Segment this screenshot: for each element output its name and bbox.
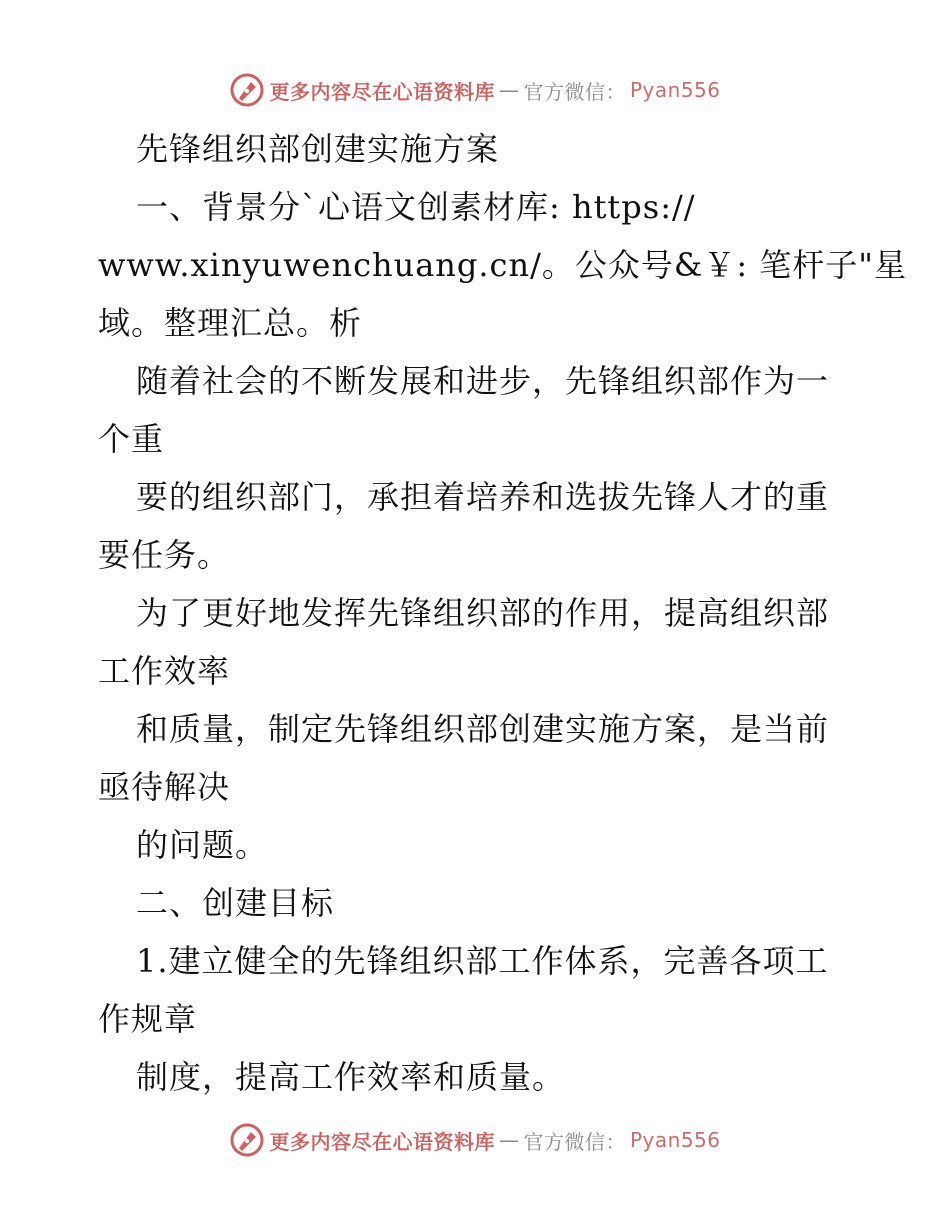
- doc-line: 一、背景分`心语文创素材库: https://: [136, 188, 696, 226]
- doc-title: 先锋组织部创建实施方案: [136, 130, 500, 168]
- doc-line: 域。整理汇总。析: [98, 304, 363, 342]
- doc-line: 工作效率: [98, 652, 231, 690]
- doc-line: 1.建立健全的先锋组织部工作体系，完善各项工: [136, 942, 829, 980]
- doc-line: 的问题。: [136, 826, 269, 864]
- banner-red-text: 更多内容尽在心语资料库: [269, 1129, 495, 1154]
- doc-section-heading: 二、创建目标: [136, 884, 335, 922]
- banner-dash: —: [498, 78, 520, 102]
- pen-nib-logo-icon: [229, 1122, 265, 1158]
- banner-red-text: 更多内容尽在心语资料库: [269, 79, 495, 104]
- banner-wechat-label: 官方微信：: [523, 1129, 626, 1154]
- banner-wechat-id: Pyan556: [629, 78, 721, 102]
- banner-wechat-label: 官方微信：: [523, 79, 626, 104]
- footer-banner: [0, 1120, 950, 1160]
- doc-line: 和质量，制定先锋组织部创建实施方案，是当前: [136, 710, 830, 748]
- doc-line: 随着社会的不断发展和进步，先锋组织部作为一: [136, 362, 830, 400]
- doc-line: 制度，提高工作效率和质量。: [136, 1058, 566, 1096]
- banner-content: [229, 1122, 720, 1158]
- pen-nib-logo-icon: [229, 72, 265, 108]
- banner-content: [229, 72, 720, 108]
- document-body: [98, 120, 908, 1106]
- doc-line: 作规章: [98, 1000, 198, 1038]
- banner-wechat-id: Pyan556: [629, 1128, 721, 1152]
- doc-line: www.xinyuwenchuang.cn/。公众号&￥: 笔杆子"星: [98, 246, 908, 284]
- doc-line: 为了更好地发挥先锋组织部的作用，提高组织部: [136, 594, 830, 632]
- doc-line: 要的组织部门，承担着培养和选拔先锋人才的重: [136, 478, 830, 516]
- doc-line: 亟待解决: [98, 768, 231, 806]
- doc-line: 个重: [98, 420, 165, 458]
- banner-dash: —: [498, 1128, 520, 1152]
- doc-line: 要任务。: [98, 536, 231, 574]
- header-banner: [0, 70, 950, 110]
